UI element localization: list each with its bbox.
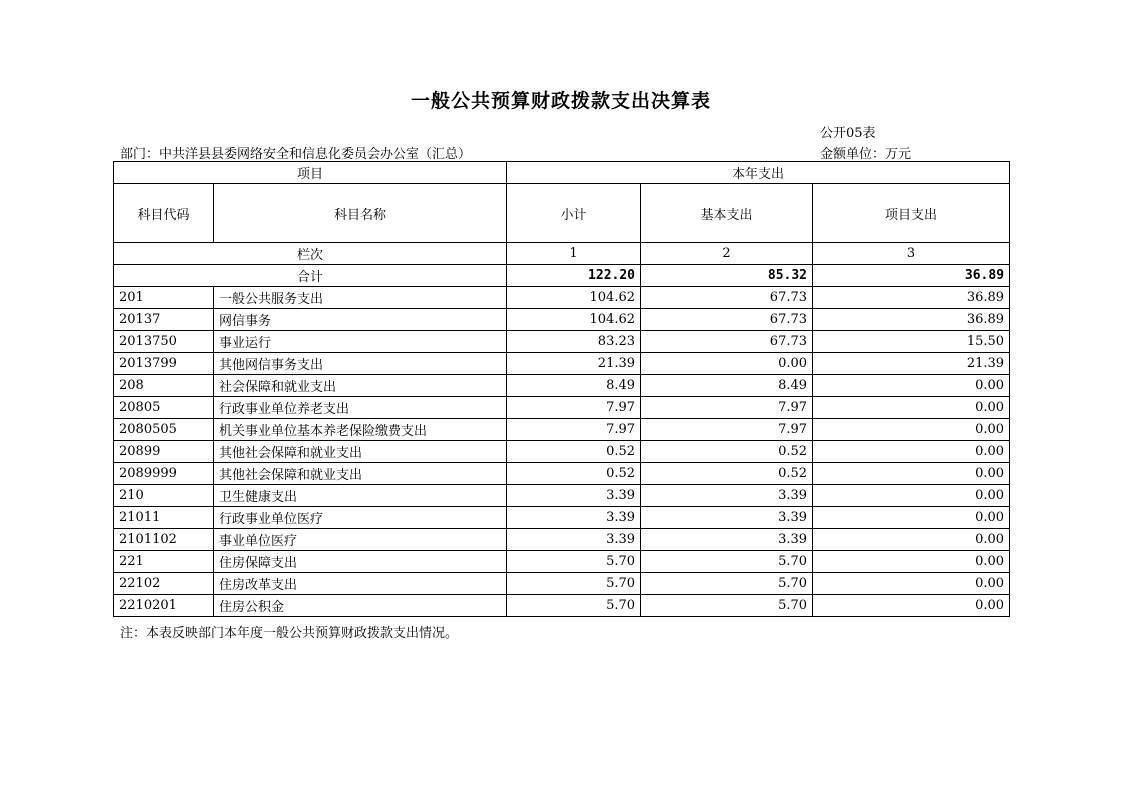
row-subtotal: 5.70 [507,573,641,595]
total-project: 36.89 [813,265,1010,287]
row-subtotal: 21.39 [507,353,641,375]
row-subtotal: 7.97 [507,397,641,419]
row-subtotal: 8.49 [507,375,641,397]
table-row [114,419,1010,441]
row-project: 21.39 [813,353,1010,375]
header-basic: 基本支出 [641,184,813,243]
row-name: 住房保障支出 [214,551,507,573]
row-name: 住房改革支出 [214,573,507,595]
total-row [114,265,1010,287]
row-basic: 3.39 [641,485,813,507]
row-subtotal: 5.70 [507,595,641,617]
row-code: 2080505 [114,419,214,441]
row-basic: 0.52 [641,441,813,463]
row-subtotal: 104.62 [507,287,641,309]
table-row [114,595,1010,617]
footnote: 注：本表反映部门本年度一般公共预算财政拨款支出情况。 [120,626,459,641]
row-code: 20137 [114,309,214,331]
table-row [114,507,1010,529]
table-row [114,331,1010,353]
total-subtotal: 122.20 [507,265,641,287]
page-title: 一般公共预算财政拨款支出决算表 [410,90,711,112]
row-project: 15.50 [813,331,1010,353]
row-project: 0.00 [813,375,1010,397]
table-row [114,573,1010,595]
row-name: 行政事业单位养老支出 [214,397,507,419]
row-basic: 0.00 [641,353,813,375]
table-row [114,375,1010,397]
row-basic: 3.39 [641,529,813,551]
row-basic: 7.97 [641,419,813,441]
row-project: 0.00 [813,507,1010,529]
row-code: 20805 [114,397,214,419]
total-label: 合计 [114,265,507,287]
row-basic: 3.39 [641,507,813,529]
row-subtotal: 5.70 [507,551,641,573]
row-project: 36.89 [813,287,1010,309]
row-project: 36.89 [813,309,1010,331]
expenditure-table [113,161,1010,617]
row-project: 0.00 [813,529,1010,551]
row-project: 0.00 [813,419,1010,441]
header-subtotal: 小计 [507,184,641,243]
column-index-3: 3 [813,243,1010,265]
table-row [114,287,1010,309]
row-code: 201 [114,287,214,309]
row-project: 0.00 [813,463,1010,485]
row-name: 住房公积金 [214,595,507,617]
form-number: 公开05表 [820,126,876,141]
row-project: 0.00 [813,595,1010,617]
row-subtotal: 0.52 [507,463,641,485]
row-subtotal: 3.39 [507,529,641,551]
header-row-top [114,162,1010,184]
row-name: 机关事业单位基本养老保险缴费支出 [214,419,507,441]
total-basic: 85.32 [641,265,813,287]
row-code: 2013799 [114,353,214,375]
header-project-exp: 项目支出 [813,184,1010,243]
table-row [114,485,1010,507]
row-name: 一般公共服务支出 [214,287,507,309]
row-subtotal: 0.52 [507,441,641,463]
row-code: 210 [114,485,214,507]
table-row [114,463,1010,485]
row-basic: 67.73 [641,309,813,331]
row-name: 事业单位医疗 [214,529,507,551]
row-subtotal: 83.23 [507,331,641,353]
row-name: 其他社会保障和就业支出 [214,463,507,485]
row-code: 2210201 [114,595,214,617]
row-subtotal: 7.97 [507,419,641,441]
row-project: 0.00 [813,551,1010,573]
row-project: 0.00 [813,441,1010,463]
row-basic: 8.49 [641,375,813,397]
table-row [114,529,1010,551]
row-subtotal: 104.62 [507,309,641,331]
header-project: 项目 [114,162,507,184]
row-name: 社会保障和就业支出 [214,375,507,397]
table-row [114,309,1010,331]
row-name: 行政事业单位医疗 [214,507,507,529]
table-row [114,353,1010,375]
header-code: 科目代码 [114,184,214,243]
row-code: 2101102 [114,529,214,551]
row-subtotal: 3.39 [507,507,641,529]
row-code: 21011 [114,507,214,529]
row-basic: 5.70 [641,595,813,617]
row-name: 事业运行 [214,331,507,353]
row-code: 208 [114,375,214,397]
column-index-1: 1 [507,243,641,265]
row-subtotal: 3.39 [507,485,641,507]
column-index-2: 2 [641,243,813,265]
row-project: 0.00 [813,397,1010,419]
header-row-columns [114,184,1010,243]
column-index-label: 栏次 [114,243,507,265]
unit-label: 金额单位：万元 [820,147,912,162]
row-code: 221 [114,551,214,573]
row-project: 0.00 [813,573,1010,595]
row-code: 20899 [114,441,214,463]
row-basic: 5.70 [641,573,813,595]
row-basic: 67.73 [641,331,813,353]
header-name: 科目名称 [214,184,507,243]
table-row [114,441,1010,463]
row-code: 2089999 [114,463,214,485]
row-name: 卫生健康支出 [214,485,507,507]
column-index-row [114,243,1010,265]
table-row [114,551,1010,573]
row-basic: 7.97 [641,397,813,419]
table-row [114,397,1010,419]
row-name: 其他网信事务支出 [214,353,507,375]
department-label: 部门：中共洋县县委网络安全和信息化委员会办公室（汇总） [120,147,472,162]
header-current-year: 本年支出 [507,162,1010,184]
row-basic: 5.70 [641,551,813,573]
row-code: 22102 [114,573,214,595]
row-project: 0.00 [813,485,1010,507]
row-basic: 0.52 [641,463,813,485]
row-code: 2013750 [114,331,214,353]
row-name: 网信事务 [214,309,507,331]
row-basic: 67.73 [641,287,813,309]
row-name: 其他社会保障和就业支出 [214,441,507,463]
